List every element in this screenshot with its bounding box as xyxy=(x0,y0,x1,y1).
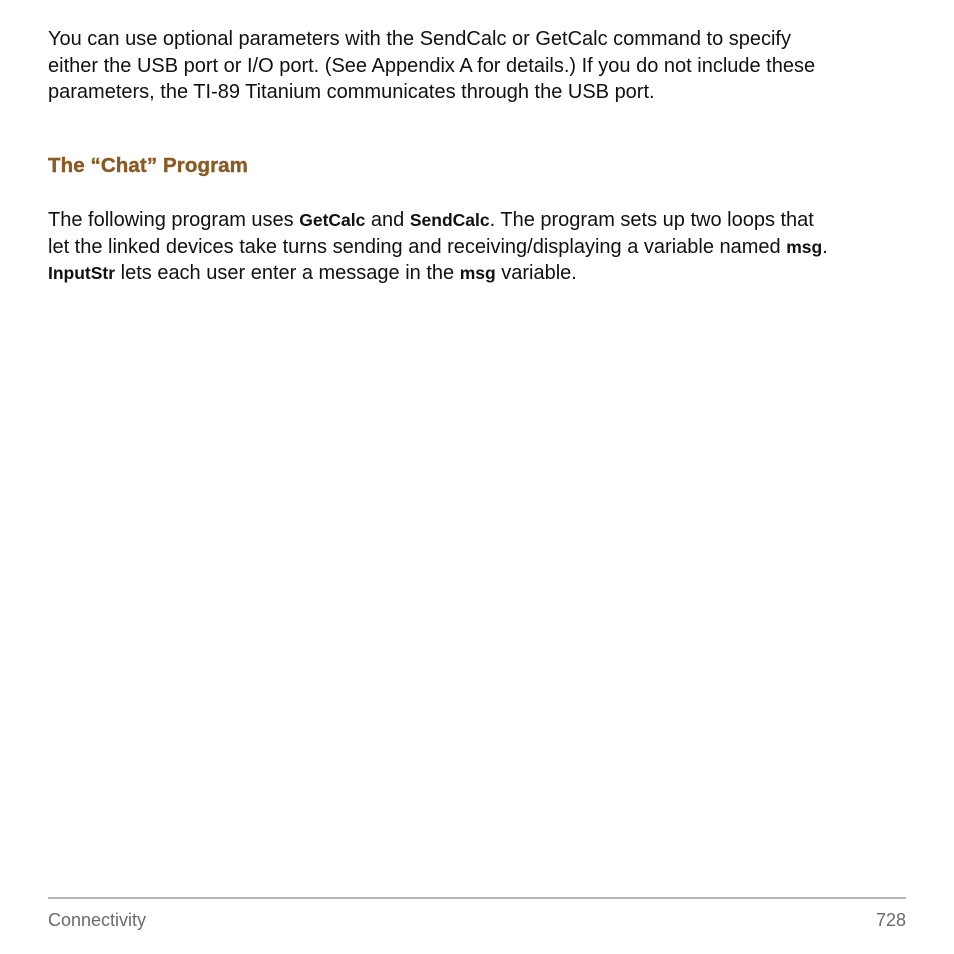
body-text-7: variable. xyxy=(495,262,577,284)
body-text-5: . xyxy=(822,235,828,258)
variable-msg: msg xyxy=(786,236,823,257)
intro-line-1: You can use optional parameters with the SendCalc or GetCalc command to specify xyxy=(48,28,791,50)
footer-chapter-title: Connectivity xyxy=(48,910,147,930)
intro-line-2: either the USB port or I/O port. (See Appendix A for details.) If you do not include these xyxy=(48,54,816,77)
body-text-3: . The program sets up two loops that xyxy=(489,209,814,231)
footer-divider xyxy=(48,897,906,899)
page-content xyxy=(48,24,906,106)
body-text-1: The following program uses xyxy=(48,209,300,231)
section-heading: The “Chat” Program xyxy=(48,154,248,177)
intro-line-3: parameters, the TI-89 Titanium communicates through the USB port. xyxy=(48,81,655,103)
body-text-2: and xyxy=(365,209,410,231)
body-text-6: lets each user enter a message in the xyxy=(115,262,460,284)
section-body-paragraph xyxy=(48,207,906,287)
command-inputstr: InputStr xyxy=(48,263,116,283)
page-number: 728 xyxy=(875,910,906,930)
body-text-4: let the linked devices take turns sending and receiving/displaying a variable named xyxy=(48,235,787,258)
command-sendcalc: SendCalc xyxy=(409,210,490,230)
command-getcalc: GetCalc xyxy=(299,210,366,230)
variable-msg: msg xyxy=(459,263,496,283)
intro-paragraph xyxy=(48,26,906,106)
